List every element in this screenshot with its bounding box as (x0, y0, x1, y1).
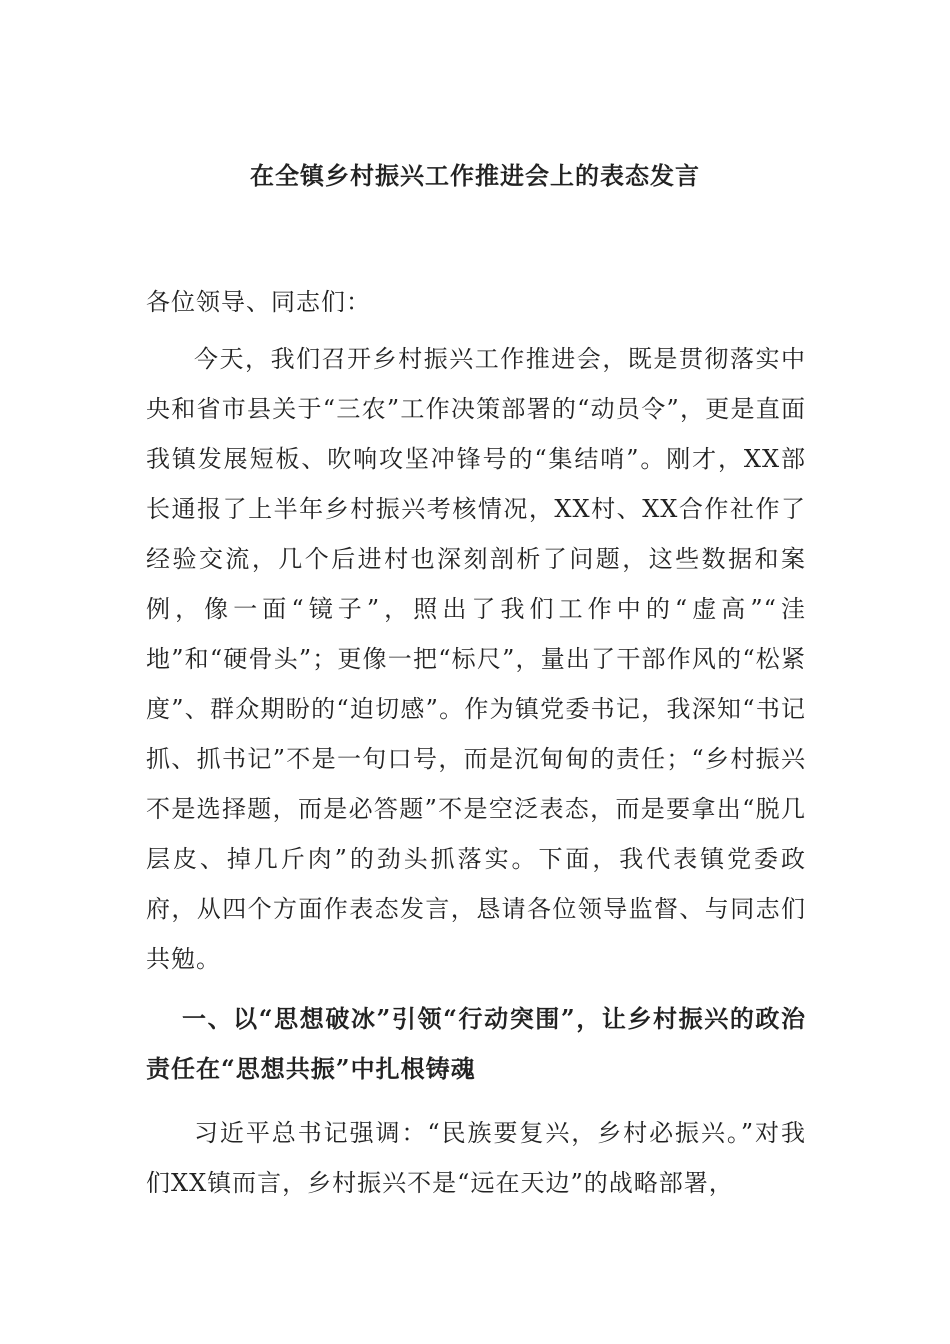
document-title: 在全镇乡村振兴工作推进会上的表态发言 (250, 161, 700, 190)
salutation: 各位领导、同志们： (146, 288, 371, 316)
body-paragraph: 习近平总书记强调：“民族要复兴，乡村必振兴。”对我们XX镇而言，乡村振兴不是“远在天边”的战略部署， (146, 1119, 806, 1197)
body-paragraph: 今天，我们召开乡村振兴工作推进会，既是贯彻落实中央和省市县关于“三农”工作决策部署的“动员令”，更是直面我镇发展短板、吹响攻坚冲锋号的“集结哨”。刚才，XX部长通报了上半年乡村振兴考核情况，XX村、XX合作社作了经验交流，几个后进村也深刻剖析了问题，这些数据和案例，像一面“镜子”，照出了我们工作中的“虚高”“洼地”和“硬骨头”；更像一把“标尺”，量出了干部作风的“松紧度”、群众期盼的“迫切感”。作为镇党委书记，我深知“书记抓、抓书记”不是一句口号，而是沉甸甸的责任；“乡村振兴不是选择题，而是必答题”不是空泛表态，而是要拿出“脱几层皮、掉几斤肉”的劲头抓落实。下面，我代表镇党委政府，从四个方面作表态发言，恳请各位领导监督、与同志们共勉。 (146, 345, 806, 973)
section-heading: 一、以“思想破冰”引领“行动突围”，让乡村振兴的政治责任在“思想共振”中扎根铸魂 (146, 1004, 806, 1083)
